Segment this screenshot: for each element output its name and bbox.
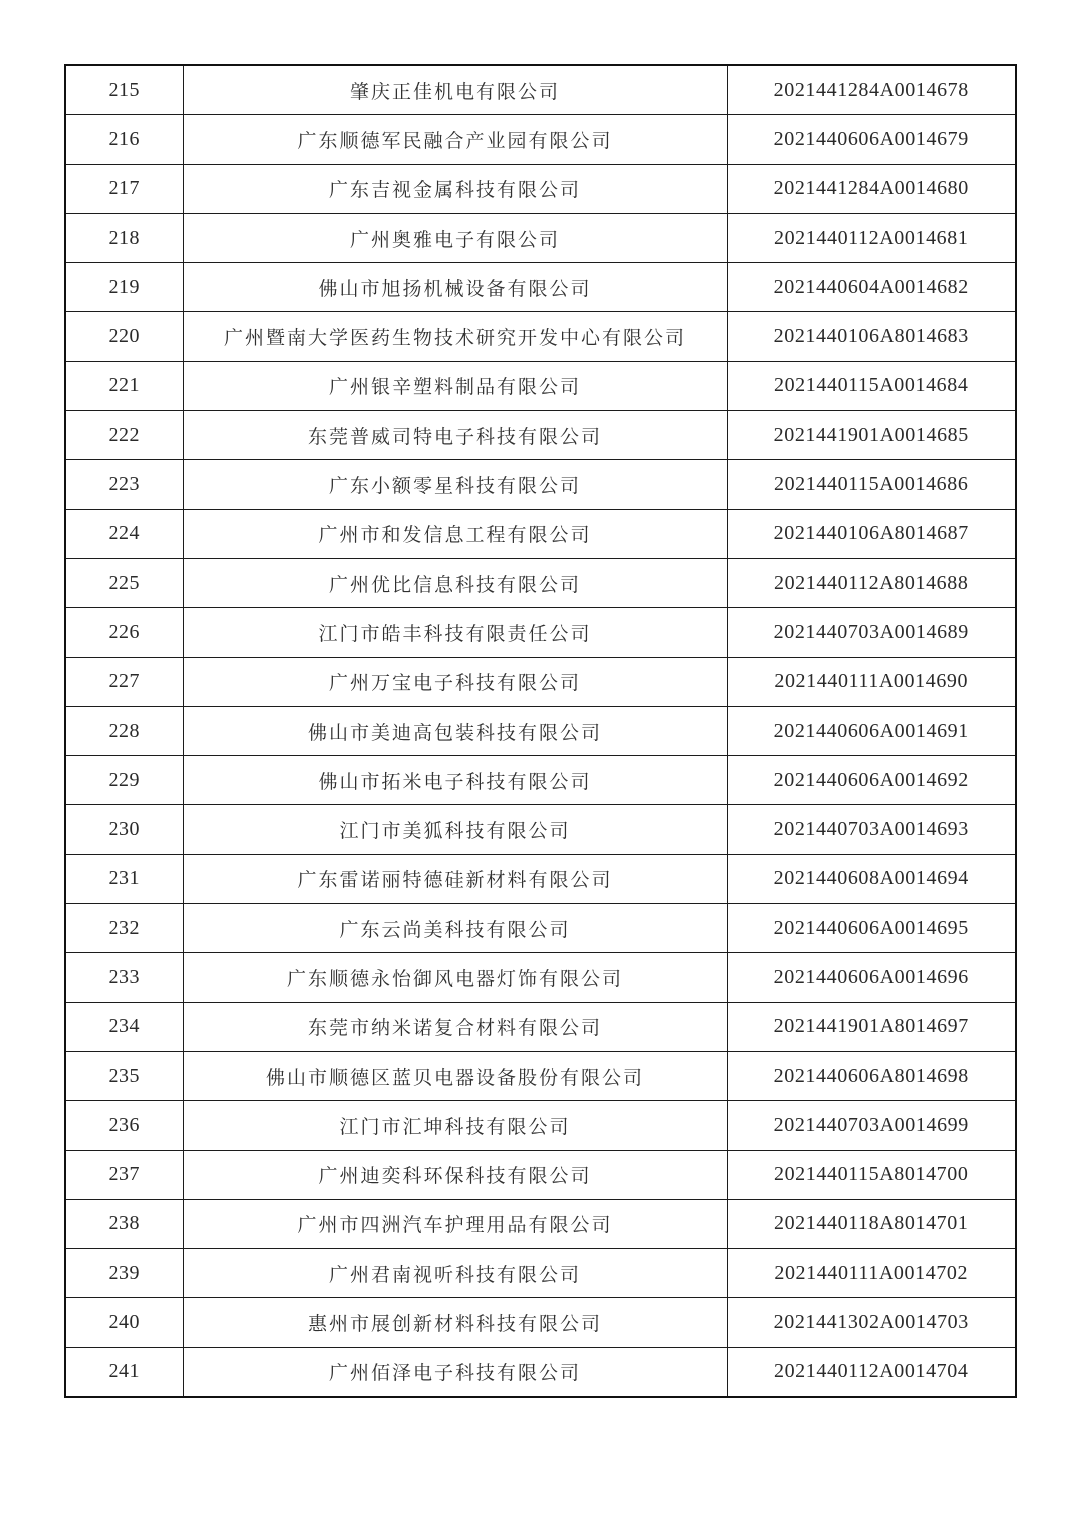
company-name-cell: 广东雷诺丽特德硅新材料有限公司 — [183, 854, 727, 903]
table-row — [65, 361, 1016, 410]
company-name-cell: 广东云尚美科技有限公司 — [183, 904, 727, 953]
table-row — [65, 312, 1016, 361]
company-name-cell: 广东小额零星科技有限公司 — [183, 460, 727, 509]
registration-code-cell: 2021440106A8014683 — [727, 312, 1016, 361]
table-row — [65, 213, 1016, 262]
table-row — [65, 509, 1016, 558]
row-number-cell: 224 — [65, 509, 183, 558]
table-row — [65, 1199, 1016, 1248]
table-row — [65, 854, 1016, 903]
company-name-cell: 广州君南视听科技有限公司 — [183, 1249, 727, 1298]
table-row — [65, 1347, 1016, 1397]
registration-code-cell: 2021440606A0014679 — [727, 115, 1016, 164]
registration-code-cell: 2021440112A0014704 — [727, 1347, 1016, 1397]
registration-code-cell: 2021440606A0014696 — [727, 953, 1016, 1002]
table-row — [65, 558, 1016, 607]
table-row — [65, 953, 1016, 1002]
table-body — [65, 65, 1016, 1397]
row-number-cell: 220 — [65, 312, 183, 361]
row-number-cell: 230 — [65, 805, 183, 854]
table-row — [65, 164, 1016, 213]
registration-code-cell: 2021440604A0014682 — [727, 263, 1016, 312]
row-number-cell: 229 — [65, 756, 183, 805]
row-number-cell: 222 — [65, 411, 183, 460]
registration-code-cell: 2021440606A0014695 — [727, 904, 1016, 953]
row-number-cell: 228 — [65, 706, 183, 755]
table-row — [65, 1002, 1016, 1051]
row-number-cell: 217 — [65, 164, 183, 213]
table-row — [65, 411, 1016, 460]
company-name-cell: 广州佰泽电子科技有限公司 — [183, 1347, 727, 1397]
registration-code-cell: 2021440115A8014700 — [727, 1150, 1016, 1199]
row-number-cell: 232 — [65, 904, 183, 953]
company-name-cell: 佛山市旭扬机械设备有限公司 — [183, 263, 727, 312]
row-number-cell: 216 — [65, 115, 183, 164]
registration-code-cell: 2021440112A8014688 — [727, 558, 1016, 607]
company-name-cell: 广州迪奕科环保科技有限公司 — [183, 1150, 727, 1199]
registration-code-cell: 2021440606A0014692 — [727, 756, 1016, 805]
company-list-table — [64, 64, 1017, 1398]
row-number-cell: 221 — [65, 361, 183, 410]
registration-code-cell: 2021440112A0014681 — [727, 213, 1016, 262]
table-row — [65, 904, 1016, 953]
registration-code-cell: 2021440118A8014701 — [727, 1199, 1016, 1248]
table-row — [65, 1150, 1016, 1199]
row-number-cell: 227 — [65, 657, 183, 706]
registration-code-cell: 2021440115A0014686 — [727, 460, 1016, 509]
table-row — [65, 1249, 1016, 1298]
row-number-cell: 238 — [65, 1199, 183, 1248]
company-name-cell: 广东顺德永怡御风电器灯饰有限公司 — [183, 953, 727, 1002]
company-name-cell: 佛山市拓米电子科技有限公司 — [183, 756, 727, 805]
row-number-cell: 223 — [65, 460, 183, 509]
registration-code-cell: 2021440703A0014689 — [727, 608, 1016, 657]
table-row — [65, 805, 1016, 854]
row-number-cell: 241 — [65, 1347, 183, 1397]
company-name-cell: 佛山市顺德区蓝贝电器设备股份有限公司 — [183, 1051, 727, 1100]
registration-code-cell: 2021440606A0014691 — [727, 706, 1016, 755]
row-number-cell: 225 — [65, 558, 183, 607]
row-number-cell: 240 — [65, 1298, 183, 1347]
registration-code-cell: 2021440703A0014699 — [727, 1101, 1016, 1150]
company-name-cell: 广州市四洲汽车护理用品有限公司 — [183, 1199, 727, 1248]
table-row — [65, 115, 1016, 164]
registration-code-cell: 2021440111A0014702 — [727, 1249, 1016, 1298]
company-name-cell: 肇庆正佳机电有限公司 — [183, 65, 727, 115]
table-row — [65, 1051, 1016, 1100]
registration-code-cell: 2021440111A0014690 — [727, 657, 1016, 706]
company-name-cell: 东莞普威司特电子科技有限公司 — [183, 411, 727, 460]
registration-code-cell: 2021441284A0014680 — [727, 164, 1016, 213]
company-name-cell: 惠州市展创新材料科技有限公司 — [183, 1298, 727, 1347]
row-number-cell: 215 — [65, 65, 183, 115]
row-number-cell: 231 — [65, 854, 183, 903]
row-number-cell: 233 — [65, 953, 183, 1002]
registration-code-cell: 2021440115A0014684 — [727, 361, 1016, 410]
company-name-cell: 广州奥雅电子有限公司 — [183, 213, 727, 262]
company-name-cell: 广州万宝电子科技有限公司 — [183, 657, 727, 706]
registration-code-cell: 2021441901A0014685 — [727, 411, 1016, 460]
table-row — [65, 608, 1016, 657]
row-number-cell: 226 — [65, 608, 183, 657]
row-number-cell: 237 — [65, 1150, 183, 1199]
table-row — [65, 1298, 1016, 1347]
registration-code-cell: 2021440606A8014698 — [727, 1051, 1016, 1100]
company-name-cell: 江门市汇坤科技有限公司 — [183, 1101, 727, 1150]
company-name-cell: 佛山市美迪高包装科技有限公司 — [183, 706, 727, 755]
row-number-cell: 239 — [65, 1249, 183, 1298]
registration-code-cell: 2021441284A0014678 — [727, 65, 1016, 115]
table-row — [65, 657, 1016, 706]
registration-code-cell: 2021441302A0014703 — [727, 1298, 1016, 1347]
table-row — [65, 263, 1016, 312]
table-row — [65, 706, 1016, 755]
company-name-cell: 广东顺德军民融合产业园有限公司 — [183, 115, 727, 164]
registration-code-cell: 2021440106A8014687 — [727, 509, 1016, 558]
row-number-cell: 218 — [65, 213, 183, 262]
table-row — [65, 1101, 1016, 1150]
registration-code-cell: 2021440703A0014693 — [727, 805, 1016, 854]
row-number-cell: 236 — [65, 1101, 183, 1150]
company-name-cell: 江门市皓丰科技有限责任公司 — [183, 608, 727, 657]
company-name-cell: 东莞市纳米诺复合材料有限公司 — [183, 1002, 727, 1051]
company-name-cell: 广州银辛塑料制品有限公司 — [183, 361, 727, 410]
company-name-cell: 广东吉视金属科技有限公司 — [183, 164, 727, 213]
company-name-cell: 广州优比信息科技有限公司 — [183, 558, 727, 607]
company-name-cell: 江门市美狐科技有限公司 — [183, 805, 727, 854]
table-row — [65, 65, 1016, 115]
company-name-cell: 广州暨南大学医药生物技术研究开发中心有限公司 — [183, 312, 727, 361]
row-number-cell: 219 — [65, 263, 183, 312]
table-row — [65, 756, 1016, 805]
registration-code-cell: 2021440608A0014694 — [727, 854, 1016, 903]
row-number-cell: 235 — [65, 1051, 183, 1100]
company-name-cell: 广州市和发信息工程有限公司 — [183, 509, 727, 558]
table-row — [65, 460, 1016, 509]
registration-code-cell: 2021441901A8014697 — [727, 1002, 1016, 1051]
row-number-cell: 234 — [65, 1002, 183, 1051]
